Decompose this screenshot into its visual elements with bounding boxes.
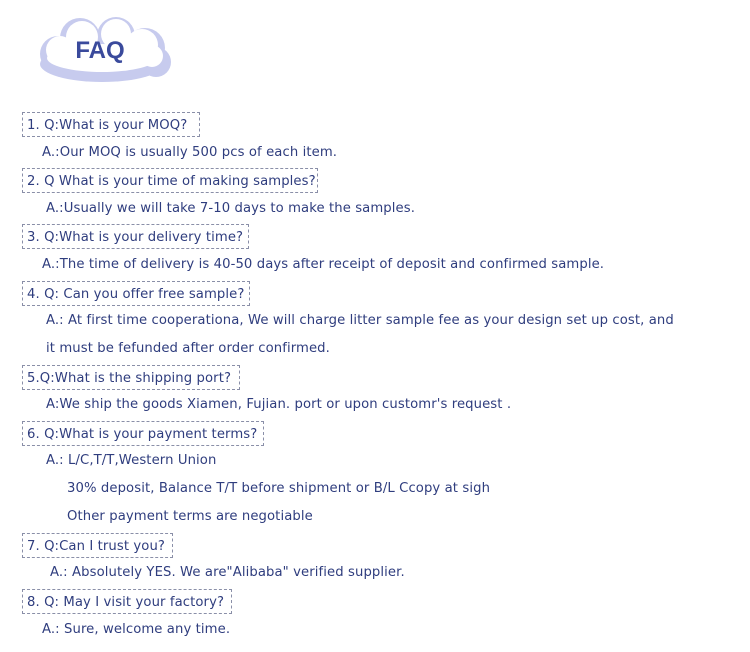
- faq-answer-1: A.:Our MOQ is usually 500 pcs of each item.: [42, 145, 338, 160]
- faq-answer-2: A.:Usually we will take 7-10 days to make the samples.: [46, 201, 416, 216]
- faq-question-5: 5.Q:What is the shipping port?: [22, 365, 240, 390]
- faq-answer-3: A.:The time of delivery is 40-50 days after receipt of deposit and confirmed sample.: [42, 257, 605, 272]
- faq-answer-5: A:We ship the goods Xiamen, Fujian. port or upon customr's request .: [46, 397, 512, 412]
- faq-answer-4-line-2: it must be fefunded after order confirmed.: [46, 341, 330, 356]
- faq-answer-6-line-3: Other payment terms are negotiable: [67, 509, 313, 524]
- faq-cloud-logo: [30, 16, 175, 86]
- faq-question-8: 8. Q: May I visit your factory?: [22, 589, 232, 614]
- faq-answer-6-line-2: 30% deposit, Balance T/T before shipment or B/L Ccopy at sigh: [67, 481, 491, 496]
- faq-answer-4-line-1: A.: At first time cooperationa, We will charge litter sample fee as your design set up cost, and: [46, 313, 674, 328]
- faq-answer-6-line-1: A.: L/C,T/T,Western Union: [46, 453, 217, 468]
- faq-question-1: 1. Q:What is your MOQ?: [22, 112, 200, 137]
- faq-answer-8: A.: Sure, welcome any time.: [42, 622, 231, 637]
- faq-question-6: 6. Q:What is your payment terms?: [22, 421, 264, 446]
- faq-question-4: 4. Q: Can you offer free sample?: [22, 281, 250, 306]
- faq-question-3: 3. Q:What is your delivery time?: [22, 224, 249, 249]
- faq-question-7: 7. Q:Can I trust you?: [22, 533, 173, 558]
- faq-answer-7: A.: Absolutely YES. We are"Alibaba" verified supplier.: [50, 565, 405, 580]
- faq-title: FAQ: [75, 37, 125, 64]
- faq-question-2: 2. Q What is your time of making samples?: [22, 168, 318, 193]
